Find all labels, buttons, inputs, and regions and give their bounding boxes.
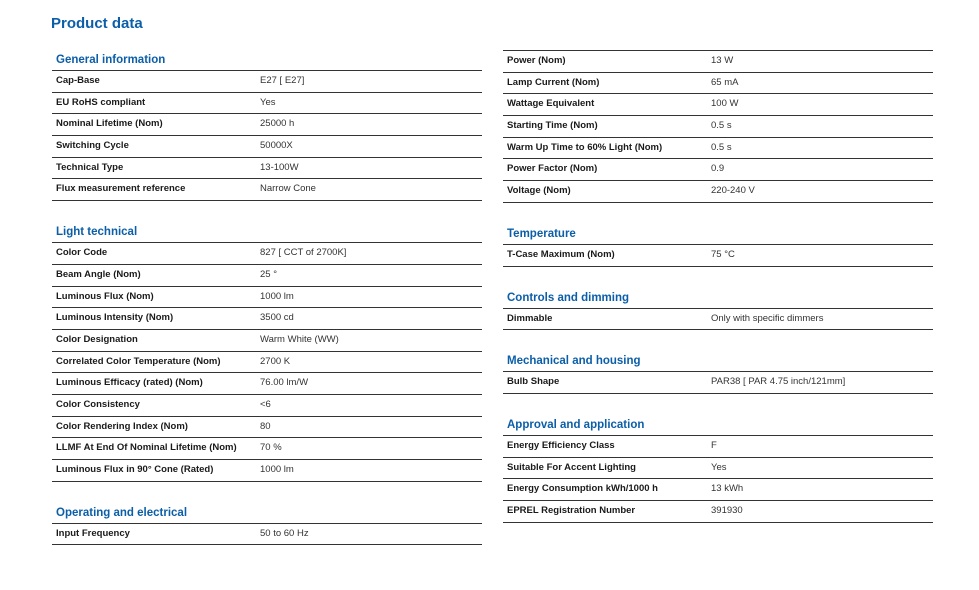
table-row — [503, 181, 933, 203]
property-label: Beam Angle (Nom) — [56, 268, 141, 280]
table-row — [52, 287, 482, 309]
property-value: 0.5 s — [711, 120, 732, 132]
property-value: Warm White (WW) — [260, 333, 339, 345]
property-label: Luminous Flux (Nom) — [56, 290, 154, 302]
table-row — [52, 352, 482, 374]
section-heading: Mechanical and housing — [503, 351, 933, 372]
property-value: 25 ° — [260, 268, 278, 280]
table-row — [52, 373, 482, 395]
table-row — [52, 395, 482, 417]
table-row — [503, 309, 933, 331]
left-column — [52, 50, 482, 545]
table-row — [52, 524, 482, 546]
property-label: Luminous Flux in 90° Cone (Rated) — [56, 464, 214, 475]
property-label: Lamp Current (Nom) — [507, 76, 600, 88]
property-value: PAR38 [ PAR 4.75 inch/121mm] — [711, 376, 846, 388]
property-value: 65 mA — [711, 76, 739, 88]
table-row — [52, 417, 482, 439]
section-spacer — [503, 330, 933, 351]
table-row — [503, 73, 933, 95]
table-row — [52, 114, 482, 136]
property-label: Starting Time (Nom) — [507, 120, 598, 132]
section-operating-and-electrical — [52, 503, 482, 546]
section-spacer — [52, 201, 482, 222]
table-row — [503, 138, 933, 160]
property-value: 391930 — [711, 504, 743, 516]
property-label: EU RoHS compliant — [56, 96, 146, 108]
section-approval-and-application — [503, 415, 933, 523]
property-label: Warm Up Time to 60% Light (Nom) — [507, 141, 663, 153]
section-heading: General information — [52, 50, 482, 71]
property-label: Input Frequency — [56, 527, 130, 539]
property-label: Color Code — [56, 247, 108, 259]
property-value: 80 — [260, 420, 271, 432]
property-value: 76.00 lm/W — [260, 377, 309, 389]
property-label: Luminous Intensity (Nom) — [56, 312, 174, 324]
property-value: 827 [ CCT of 2700K] — [260, 247, 347, 259]
table-row — [503, 94, 933, 116]
property-label: Wattage Equivalent — [507, 98, 595, 110]
property-value: 13 kWh — [711, 483, 744, 495]
property-value: 0.5 s — [711, 141, 732, 153]
table-row — [52, 243, 482, 265]
table-row — [52, 136, 482, 158]
property-label: LLMF At End Of Nominal Lifetime (Nom) — [56, 442, 237, 454]
section-heading: Approval and application — [503, 415, 933, 436]
section-heading: Light technical — [52, 222, 482, 243]
property-label: Energy Consumption kWh/1000 h — [507, 483, 658, 495]
table-row — [52, 460, 482, 482]
section-general-information — [52, 50, 482, 201]
table-row — [503, 159, 933, 181]
table-row — [503, 50, 933, 73]
section-spacer — [52, 482, 482, 503]
property-value: 1000 lm — [260, 464, 294, 475]
table-row — [52, 158, 482, 180]
property-label: Color Designation — [56, 333, 138, 345]
property-value: F — [711, 439, 717, 451]
table-row — [503, 245, 933, 267]
property-value: 220-240 V — [711, 185, 755, 197]
table-row — [503, 458, 933, 480]
section-spacer — [503, 267, 933, 288]
property-label: T-Case Maximum (Nom) — [507, 248, 615, 260]
page-title: Product data — [51, 15, 143, 32]
table-row — [52, 265, 482, 287]
property-value: 2700 K — [260, 355, 291, 367]
property-label: Color Rendering Index (Nom) — [56, 420, 188, 432]
table-row — [52, 93, 482, 115]
property-value: E27 [ E27] — [260, 75, 305, 86]
right-column — [503, 50, 933, 523]
property-label: Switching Cycle — [56, 140, 129, 152]
property-value: 0.9 — [711, 163, 725, 175]
property-label: Color Consistency — [56, 398, 140, 410]
property-value: Yes — [260, 96, 276, 108]
section-mechanical-and-housing — [503, 351, 933, 394]
property-value: 75 °C — [711, 248, 735, 260]
property-value: <6 — [260, 398, 271, 410]
section-spacer — [503, 203, 933, 224]
section-heading: Controls and dimming — [503, 288, 933, 309]
table-row — [503, 116, 933, 138]
table-row — [503, 436, 933, 458]
property-label: Energy Efficiency Class — [507, 439, 615, 451]
table-row — [52, 438, 482, 460]
property-value: 3500 cd — [260, 312, 294, 324]
property-label: Power (Nom) — [507, 55, 566, 66]
property-label: Flux measurement reference — [56, 183, 186, 195]
property-value: 70 % — [260, 442, 282, 454]
table-row — [52, 330, 482, 352]
section-heading: Temperature — [503, 224, 933, 245]
property-label: Correlated Color Temperature (Nom) — [56, 355, 221, 367]
property-value: Narrow Cone — [260, 183, 316, 195]
property-value: 50000X — [260, 140, 293, 152]
property-value: 13 W — [711, 55, 734, 66]
table-row — [52, 308, 482, 330]
section-controls-and-dimming — [503, 288, 933, 331]
property-label: Voltage (Nom) — [507, 185, 571, 197]
property-label: Bulb Shape — [507, 376, 560, 388]
property-value: 100 W — [711, 98, 739, 110]
property-value: Only with specific dimmers — [711, 312, 824, 324]
property-label: Dimmable — [507, 312, 553, 324]
section-light-technical — [52, 222, 482, 482]
property-label: Cap-Base — [56, 75, 100, 86]
property-value: 50 to 60 Hz — [260, 527, 309, 539]
property-label: Power Factor (Nom) — [507, 163, 598, 175]
section-temperature — [503, 224, 933, 267]
table-row — [503, 479, 933, 501]
property-value: Yes — [711, 461, 727, 473]
property-label: Suitable For Accent Lighting — [507, 461, 636, 473]
property-label: Technical Type — [56, 161, 124, 173]
table-row — [503, 501, 933, 523]
property-value: 25000 h — [260, 118, 295, 130]
table-row — [503, 372, 933, 394]
property-value: 1000 lm — [260, 290, 294, 302]
property-label: Nominal Lifetime (Nom) — [56, 118, 163, 130]
property-label: EPREL Registration Number — [507, 504, 636, 516]
property-label: Luminous Efficacy (rated) (Nom) — [56, 377, 203, 389]
section-heading: Operating and electrical — [52, 503, 482, 524]
property-value: 13-100W — [260, 161, 299, 173]
table-row — [52, 71, 482, 93]
section-electrical-values — [503, 50, 933, 203]
table-row — [52, 179, 482, 201]
section-spacer — [503, 394, 933, 415]
